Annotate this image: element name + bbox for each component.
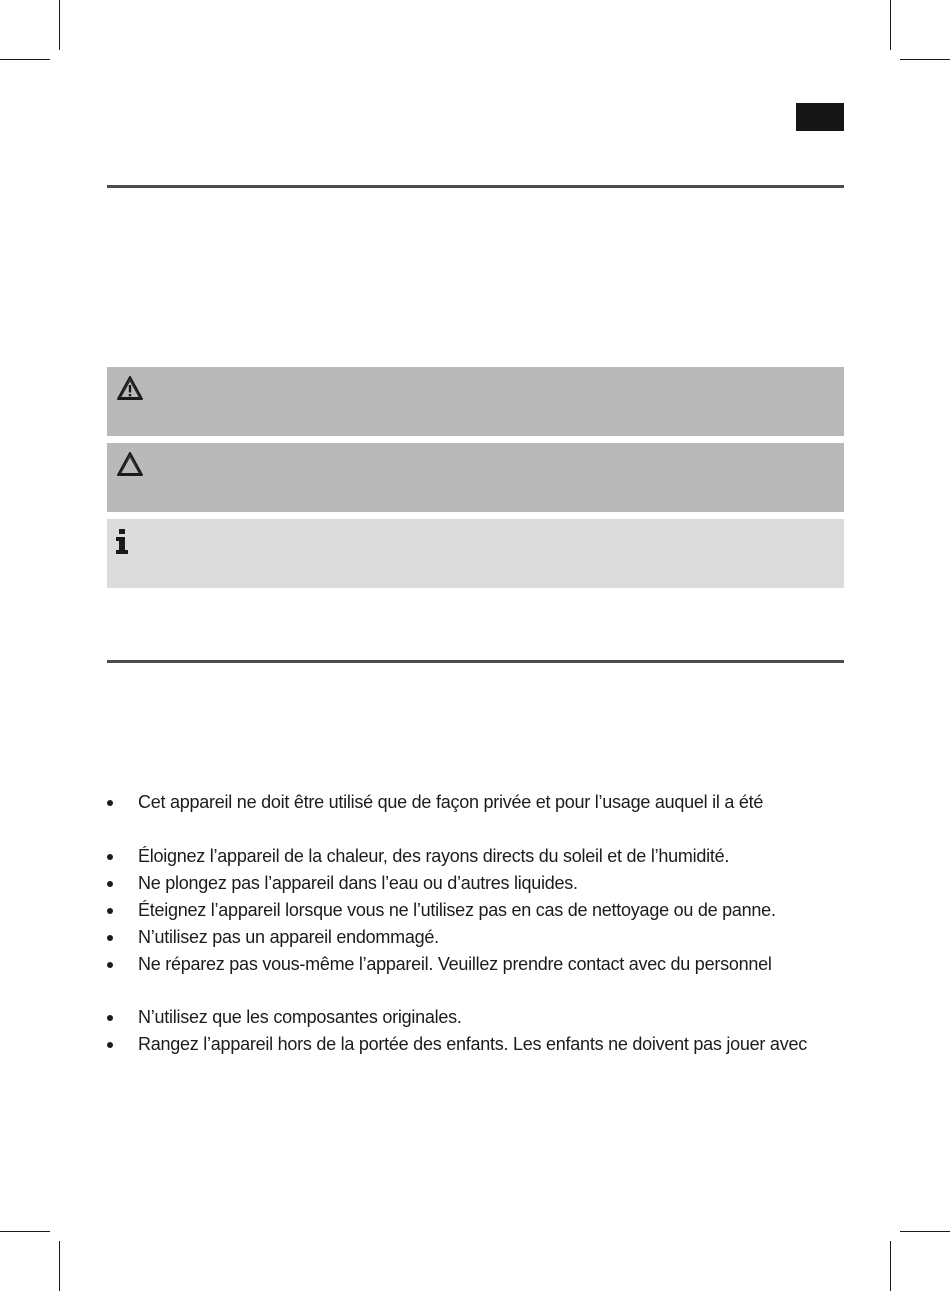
section-divider: [107, 660, 844, 663]
list-item-text: Ne réparez pas vous-même l’appareil. Veuillez prendre contact avec du personnel: [138, 954, 772, 974]
bullet-icon: [107, 854, 113, 860]
section-divider: [107, 185, 844, 188]
list-item-text: N’utilisez que les composantes originales.: [138, 1007, 462, 1027]
crop-mark: [59, 1241, 60, 1291]
bullet-icon: [107, 962, 113, 968]
warning-notice-box: [107, 367, 844, 436]
bullet-icon: [107, 1015, 113, 1021]
list-item-text: N’utilisez pas un appareil endommagé.: [138, 927, 439, 947]
crop-mark: [890, 0, 891, 50]
info-notice-box: [107, 519, 844, 588]
info-i-icon: [115, 529, 129, 555]
bullet-icon: [107, 935, 113, 941]
section-tab: [796, 103, 844, 131]
crop-mark: [0, 59, 50, 60]
list-item-text: Éteignez l’appareil lorsque vous ne l’utilisez pas en cas de nettoyage ou de panne.: [138, 900, 776, 920]
bullet-icon: [107, 1042, 113, 1048]
list-item-text: Rangez l’appareil hors de la portée des enfants. Les enfants ne doivent pas jouer avec: [138, 1034, 807, 1054]
bullet-icon: [107, 800, 113, 806]
list-item-text: Cet appareil ne doit être utilisé que de façon privée et pour l’usage auquel il a été: [138, 792, 764, 812]
crop-mark: [0, 1231, 50, 1232]
caution-triangle-icon: [116, 451, 144, 477]
caution-notice-box: [107, 443, 844, 512]
crop-mark: [890, 1241, 891, 1291]
list-item-text: Ne plongez pas l’appareil dans l’eau ou d’autres liquides.: [138, 873, 578, 893]
list-item-text: Éloignez l’appareil de la chaleur, des rayons directs du soleil et de l’humidité.: [138, 846, 730, 866]
bullet-icon: [107, 881, 113, 887]
bullet-icon: [107, 908, 113, 914]
crop-mark: [59, 0, 60, 50]
warning-triangle-exclamation-icon: [116, 375, 144, 401]
crop-mark: [900, 59, 950, 60]
crop-mark: [900, 1231, 950, 1232]
